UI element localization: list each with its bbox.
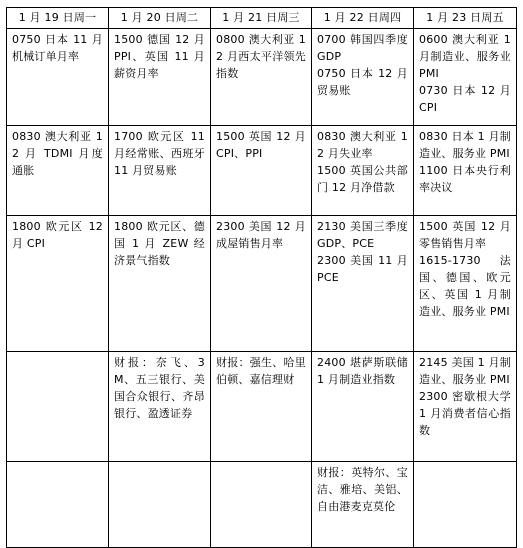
calendar-entry: 1800 欧元区、德国 1 月 ZEW 经济景气指数	[114, 220, 205, 267]
header-wed: 1 月 21 日周三	[211, 8, 312, 29]
calendar-entry: 0730 日本 12 月 CPI	[419, 84, 511, 114]
table-row	[7, 29, 517, 126]
calendar-entry: 2400 堪萨斯联储 1 月制造业指数	[317, 356, 408, 386]
calendar-entry: 2300 美国 12 月成屋销售月率	[216, 220, 306, 250]
table-cell	[414, 352, 517, 462]
calendar-entry: 0700 韩国四季度 GDP	[317, 33, 408, 63]
header-fri: 1 月 23 日周五	[414, 8, 517, 29]
calendar-entry: 2130 美国三季度 GDP、PCE	[317, 220, 408, 250]
calendar-entry: 0830 澳大利亚 12 月 TDMI 月度通胀	[12, 130, 103, 177]
calendar-entry: 2300 美国 11 月 PCE	[317, 254, 408, 284]
table-cell-empty	[211, 462, 312, 548]
table-cell	[211, 216, 312, 352]
calendar-entry: 1500 英国 12 月 CPI、PPI	[216, 130, 306, 160]
calendar-entry: 1700 欧元区 11 月经常账、西班牙 11 月贸易账	[114, 130, 205, 177]
calendar-entry: 2300 密歇根大学 1 月消费者信心指数	[419, 390, 511, 437]
calendar-entry: 1800 欧元区 12 月 CPI	[12, 220, 103, 250]
table-cell	[312, 29, 414, 126]
calendar-entry: 0800 澳大利亚 12 月西太平洋领先指数	[216, 33, 306, 80]
calendar-entry: 0750 日本 11 月机械订单月率	[12, 33, 103, 63]
calendar-entry: 1100 日本央行利率决议	[419, 164, 511, 194]
calendar-entry: 财报：强生、哈里伯顿、嘉信理财	[216, 356, 306, 386]
calendar-entry: 1615-1730 法国、德国、欧元区、英国 1 月制造业、服务业 PMI	[419, 254, 511, 318]
table-cell	[211, 352, 312, 462]
header-tue: 1 月 20 日周二	[109, 8, 211, 29]
table-cell	[312, 462, 414, 548]
table-cell	[312, 352, 414, 462]
calendar-entry: 财报：英特尔、宝洁、雅培、美铝、自由港麦克莫伦	[317, 466, 408, 513]
economic-calendar-table	[6, 7, 517, 548]
table-cell	[7, 29, 109, 126]
header-mon: 1 月 19 日周一	[7, 8, 109, 29]
table-cell-empty	[7, 462, 109, 548]
table-row	[7, 126, 517, 216]
calendar-entry: 财报：奈飞、3M、五三银行、美国合众银行、齐昂银行、盈透证券	[114, 356, 205, 420]
table-cell-empty	[414, 462, 517, 548]
table-cell	[414, 216, 517, 352]
calendar-entry: 2145 美国 1 月制造业、服务业 PMI	[419, 356, 511, 386]
calendar-entry: 1500 德国 12 月 PPI、英国 11 月薪资月率	[114, 33, 205, 80]
calendar-entry: 1500 英国公共部门 12 月净借款	[317, 164, 408, 194]
table-cell	[109, 352, 211, 462]
table-cell	[109, 126, 211, 216]
table-row	[7, 216, 517, 352]
table-cell	[109, 216, 211, 352]
table-cell	[211, 126, 312, 216]
table-cell	[312, 216, 414, 352]
header-thu: 1 月 22 日周四	[312, 8, 414, 29]
table-cell	[312, 126, 414, 216]
table-cell	[7, 216, 109, 352]
table-cell	[7, 126, 109, 216]
table-cell	[109, 29, 211, 126]
table-cell-empty	[7, 352, 109, 462]
table-cell-empty	[109, 462, 211, 548]
table-row	[7, 462, 517, 548]
table-cell	[211, 29, 312, 126]
calendar-entry: 1500 英国 12 月零售销售月率	[419, 220, 511, 250]
header-row	[7, 8, 517, 29]
calendar-entry: 0830 日本 1 月制造业、服务业 PMI	[419, 130, 511, 160]
table-row	[7, 352, 517, 462]
calendar-entry: 0600 澳大利亚 1 月制造业、服务业 PMI	[419, 33, 511, 80]
table-cell	[414, 126, 517, 216]
calendar-entry: 0830 澳大利亚 12 月失业率	[317, 130, 408, 160]
table-cell	[414, 29, 517, 126]
calendar-entry: 0750 日本 12 月贸易账	[317, 67, 408, 97]
